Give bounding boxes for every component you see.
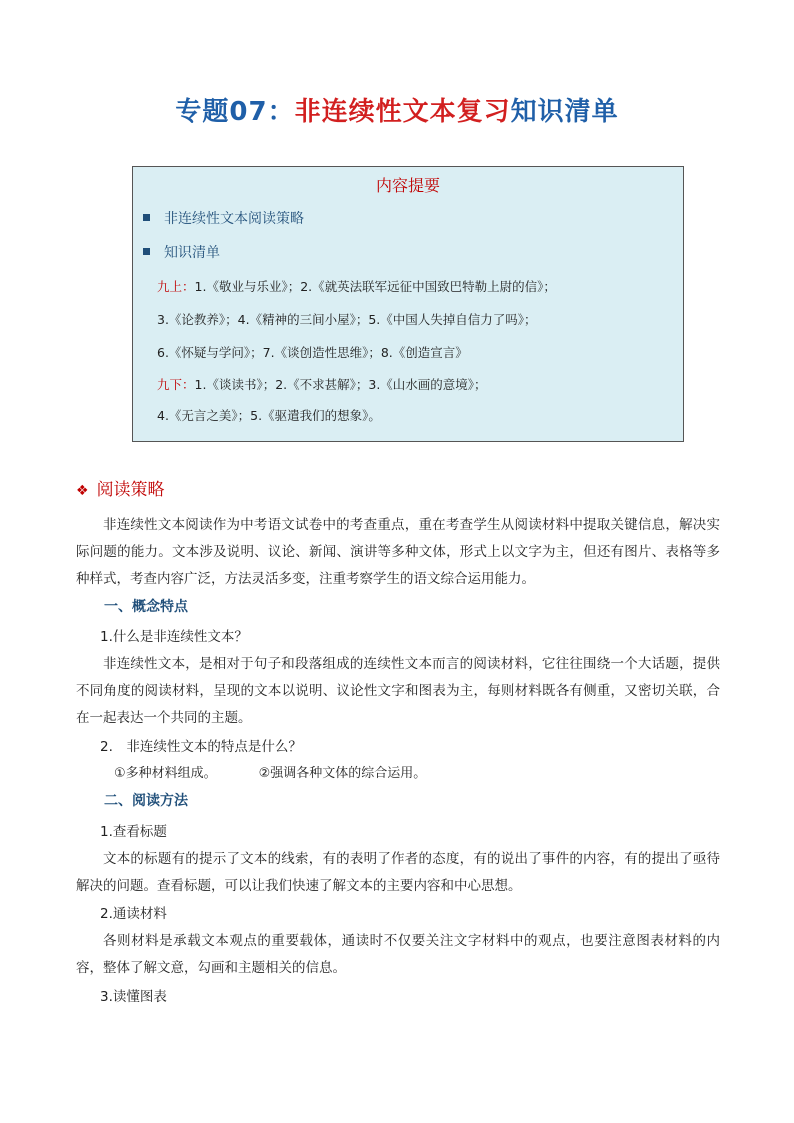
method-3: 3.读懂图表 [100, 989, 167, 1005]
page-title [0, 94, 794, 130]
title-part2: 非连续性文本复习 [294, 97, 511, 127]
answer-1: 非连续性文本，是相对于句子和段落组成的连续性文本而言的阅读材料，它往往围绕一个大话题，提供不同角度的阅读材料，呈现的文本以说明、议论性文字和图表为主，每则材料既各有侧重，又密切关联，合在一起表达一个共同的主题。 [76, 656, 720, 726]
title-part1: 专题07： [175, 97, 295, 127]
bullet-text: 知识清单 [164, 245, 220, 261]
section-heading [76, 478, 165, 503]
list-line: 3.《论教养》；4.《精神的三间小屋》；5.《中国人失掉自信力了吗》； [157, 312, 537, 327]
summary-bullet [143, 243, 220, 263]
method-1: 1.查看标题 [100, 824, 167, 840]
answer-item: ①多种材料组成。 [114, 766, 217, 781]
method-2-text: 各则材料是承载文本观点的重要载体，通读时不仅要关注文字材料中的观点，也要注意图表材料的内容，整体了解文意，勾画和主题相关的信息。 [76, 933, 720, 976]
list-line [157, 277, 556, 297]
method-2: 2.通读材料 [100, 906, 167, 922]
question-1: 1.什么是非连续性文本？ [100, 629, 248, 645]
section-heading-text: 阅读策略 [96, 480, 165, 500]
list-line: 4.《无言之美》；5.《驱遣我们的想象》。 [157, 408, 381, 423]
title-part3: 知识清单 [510, 97, 619, 127]
diamond-bullet-icon: ❖ [76, 483, 89, 499]
question-2: 2. 非连续性文本的特点是什么？ [100, 739, 302, 755]
summary-bullet [143, 209, 304, 229]
list-line: 6.《怀疑与学问》；7.《谈创造性思维》；8.《创造宣言》 [157, 345, 468, 360]
subheading-concept: 一、概念特点 [104, 599, 188, 615]
square-bullet-icon [143, 248, 150, 255]
grade-label: 九上： [157, 279, 195, 294]
list-line [157, 375, 487, 395]
grade-label: 九下： [157, 377, 195, 392]
subheading-method: 二、阅读方法 [104, 793, 188, 809]
bullet-text: 非连续性文本阅读策略 [164, 211, 304, 227]
answer-item: ②强调各种文体的综合运用。 [258, 766, 427, 781]
lesson-text: 1.《敬业与乐业》；2.《就英法联军远征中国致巴特勒上尉的信》； [194, 279, 556, 294]
answer-2-items [114, 764, 426, 784]
intro-paragraph: 非连续性文本阅读作为中考语文试卷中的考查重点，重在考查学生从阅读材料中提取关键信息，解决实际问题的能力。文本涉及说明、议论、新闻、演讲等多种文体，形式上以文字为主，但还有图片、表格等多种样式，考查内容广泛，方法灵活多变，注重考察学生的语文综合运用能力。 [76, 517, 720, 587]
method-1-text: 文本的标题有的提示了文本的线索，有的表明了作者的态度，有的说出了事件的内容，有的提出了亟待解决的问题。查看标题，可以让我们快速了解文本的主要内容和中心思想。 [76, 851, 720, 894]
lesson-text: 1.《谈读书》；2.《不求甚解》；3.《山水画的意境》； [194, 377, 487, 392]
content-summary-box [132, 166, 684, 442]
summary-heading: 内容提要 [375, 176, 440, 195]
square-bullet-icon [143, 214, 150, 221]
